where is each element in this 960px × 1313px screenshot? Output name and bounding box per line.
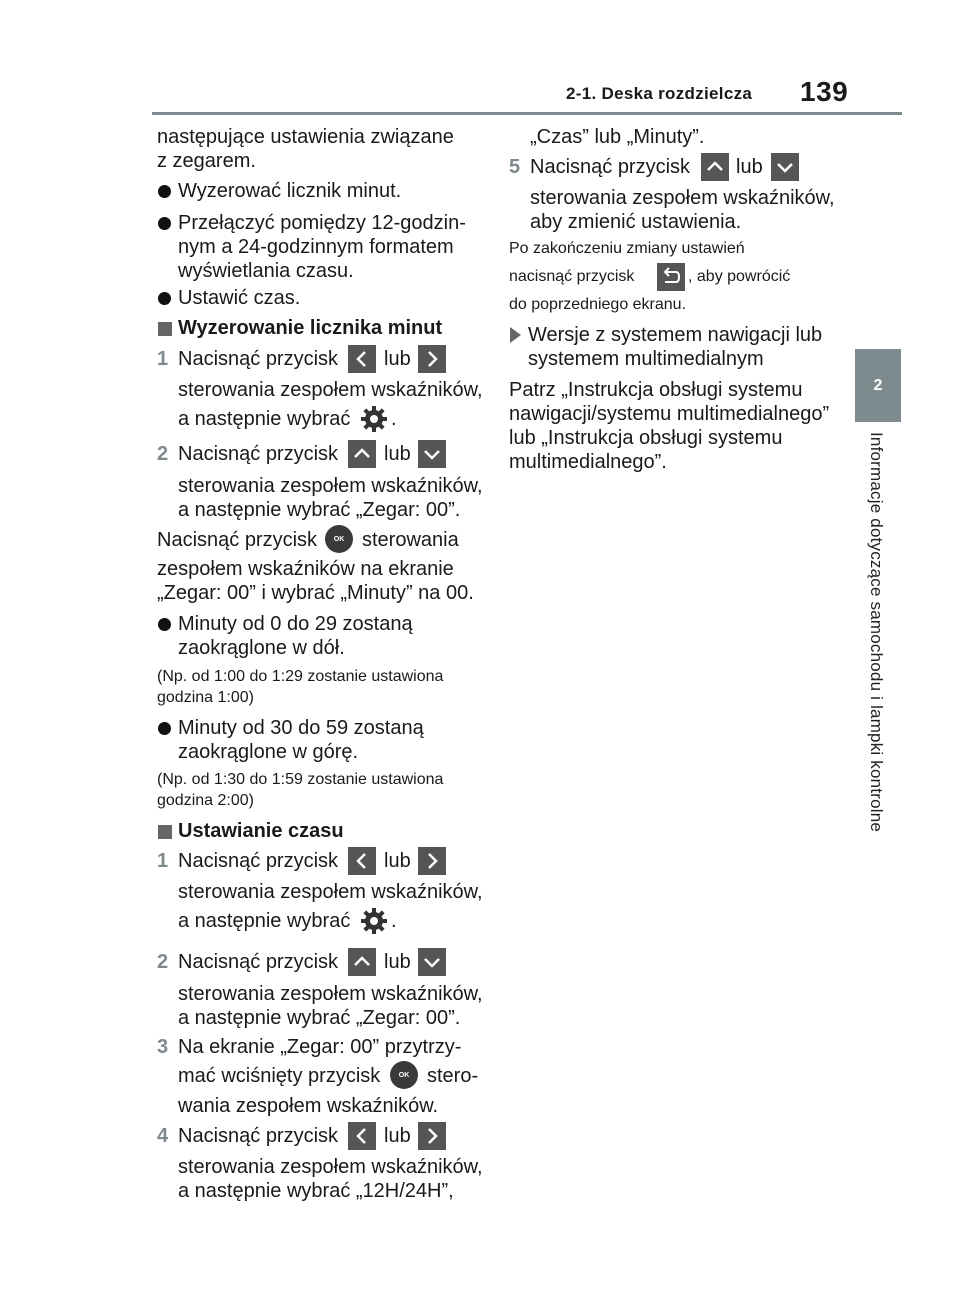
step-text: sterowania zespołem wskaźników, (178, 983, 483, 1005)
step-text: a następnie wybrać „Zegar: 00”. (178, 1007, 461, 1029)
bullet-text: Przełączyć pomiędzy 12-godzin- (178, 212, 466, 234)
step-text: a następnie wybrać (178, 408, 351, 430)
step-text: sterowania zespołem wskaźników, (178, 475, 483, 497)
chevron-right-icon (418, 345, 446, 373)
note-text: godzina 1:00) (157, 689, 254, 706)
note-text: (Np. od 1:00 do 1:29 zostanie ustawiona (157, 668, 444, 685)
paragraph-text: nawigacji/systemu multimedialnego” (509, 403, 830, 425)
note-text: , aby powrócić (688, 268, 791, 285)
step-number: 5 (509, 156, 521, 178)
step-text: stero- (427, 1065, 479, 1087)
triangle-bullet-icon (510, 327, 521, 343)
step-number: 2 (157, 951, 169, 973)
bullet-dot (158, 618, 171, 631)
back-arrow-icon (657, 263, 685, 291)
paragraph-text: „Zegar: 00” i wybrać „Minuty” na 00. (157, 582, 474, 604)
step-number: 4 (157, 1125, 169, 1147)
page-number: 139 (800, 76, 849, 107)
chevron-up-icon (348, 440, 376, 468)
note-text: do poprzedniego ekranu. (509, 296, 687, 313)
step-text: lub (384, 443, 411, 465)
bullet-dot (158, 722, 171, 735)
chevron-left-icon (348, 345, 376, 373)
step-text: Nacisnąć przycisk (178, 951, 339, 973)
chevron-down-icon (418, 948, 446, 976)
bullet-text: Minuty od 0 do 29 zostaną (178, 613, 413, 635)
bullet-dot (158, 217, 171, 230)
chevron-left-icon (348, 847, 376, 875)
subheading: Ustawianie czasu (178, 820, 344, 842)
bullet-text: nym a 24-godzinnym formatem (178, 236, 454, 258)
version-text: systemem multimedialnym (528, 348, 764, 370)
step-number: 2 (157, 443, 169, 465)
step-text: a następnie wybrać (178, 910, 351, 932)
note-text: nacisnąć przycisk (509, 268, 635, 285)
version-text: Wersje z systemem nawigacji lub (528, 324, 823, 346)
bullet-dot (158, 185, 171, 198)
paragraph-text: sterowania (362, 529, 459, 551)
step-text: aby zmienić ustawienia. (530, 211, 742, 233)
step-number: 1 (157, 850, 169, 872)
gear-icon (359, 906, 389, 936)
step-text: lub (384, 1125, 411, 1147)
step-text: „Czas” lub „Minuty”. (530, 126, 705, 148)
step-text: lub (736, 156, 763, 178)
gear-icon (359, 404, 389, 434)
bullet-dot (158, 292, 171, 305)
step-text: . (391, 910, 397, 932)
bullet-text: zaokrąglone w górę. (178, 741, 359, 763)
intro-line-1: następujące ustawienia związane (157, 126, 454, 148)
chevron-right-icon (418, 1122, 446, 1150)
paragraph-text: zespołem wskaźników na ekranie (157, 558, 454, 580)
bullet-text: zaokrąglone w dół. (178, 637, 345, 659)
paragraph-text: multimedialnego”. (509, 451, 667, 473)
section-title: 2-1. Deska rozdzielcza (566, 84, 753, 103)
step-text: lub (384, 850, 411, 872)
step-number: 1 (157, 348, 169, 370)
step-text: lub (384, 951, 411, 973)
heading-square-icon (158, 825, 172, 839)
step-text: lub (384, 348, 411, 370)
chapter-tab: 2 (855, 349, 901, 422)
step-text: sterowania zespołem wskaźników, (178, 881, 483, 903)
step-text: sterowania zespołem wskaźników, (178, 1156, 483, 1178)
step-text: a następnie wybrać „Zegar: 00”. (178, 499, 461, 521)
step-text: sterowania zespołem wskaźników, (530, 187, 835, 209)
bullet-text: Ustawić czas. (178, 287, 301, 309)
heading-square-icon (158, 322, 172, 336)
chevron-down-icon (418, 440, 446, 468)
step-number: 3 (157, 1036, 169, 1058)
chevron-right-icon (418, 847, 446, 875)
bullet-text: Wyzerować licznik minut. (178, 180, 402, 202)
chevron-up-icon (348, 948, 376, 976)
step-text: Nacisnąć przycisk (530, 156, 691, 178)
chevron-down-icon (771, 153, 799, 181)
step-text: mać wciśnięty przycisk (178, 1065, 381, 1087)
paragraph-text: Nacisnąć przycisk (157, 529, 318, 551)
note-text: godzina 2:00) (157, 792, 254, 809)
step-text: Nacisnąć przycisk (178, 850, 339, 872)
note-text: (Np. od 1:30 do 1:59 zostanie ustawiona (157, 771, 444, 788)
bullet-text: wyświetlania czasu. (178, 260, 354, 282)
step-text: Nacisnąć przycisk (178, 443, 339, 465)
step-text: Nacisnąć przycisk (178, 348, 339, 370)
chapter-label: Informacje dotyczące samochodu i lampki kontrolne (867, 432, 886, 833)
step-text: Na ekranie „Zegar: 00” przytrzy- (178, 1036, 462, 1058)
step-text: a następnie wybrać „12H/24H”, (178, 1180, 454, 1202)
intro-line-2: z zegarem. (157, 150, 256, 172)
ok-button-icon: OK (390, 1061, 418, 1089)
ok-button-icon: OK (325, 525, 353, 553)
chevron-up-icon (701, 153, 729, 181)
bullet-text: Minuty od 30 do 59 zostaną (178, 717, 424, 739)
step-text: sterowania zespołem wskaźników, (178, 379, 483, 401)
chevron-left-icon (348, 1122, 376, 1150)
paragraph-text: Patrz „Instrukcja obsługi systemu (509, 379, 803, 401)
step-text: Nacisnąć przycisk (178, 1125, 339, 1147)
paragraph-text: lub „Instrukcja obsługi systemu (509, 427, 783, 449)
note-text: Po zakończeniu zmiany ustawień (509, 240, 745, 257)
subheading: Wyzerowanie licznika minut (178, 317, 443, 339)
step-text: . (391, 408, 397, 430)
step-text: wania zespołem wskaźników. (178, 1095, 439, 1117)
header-divider (152, 112, 902, 115)
